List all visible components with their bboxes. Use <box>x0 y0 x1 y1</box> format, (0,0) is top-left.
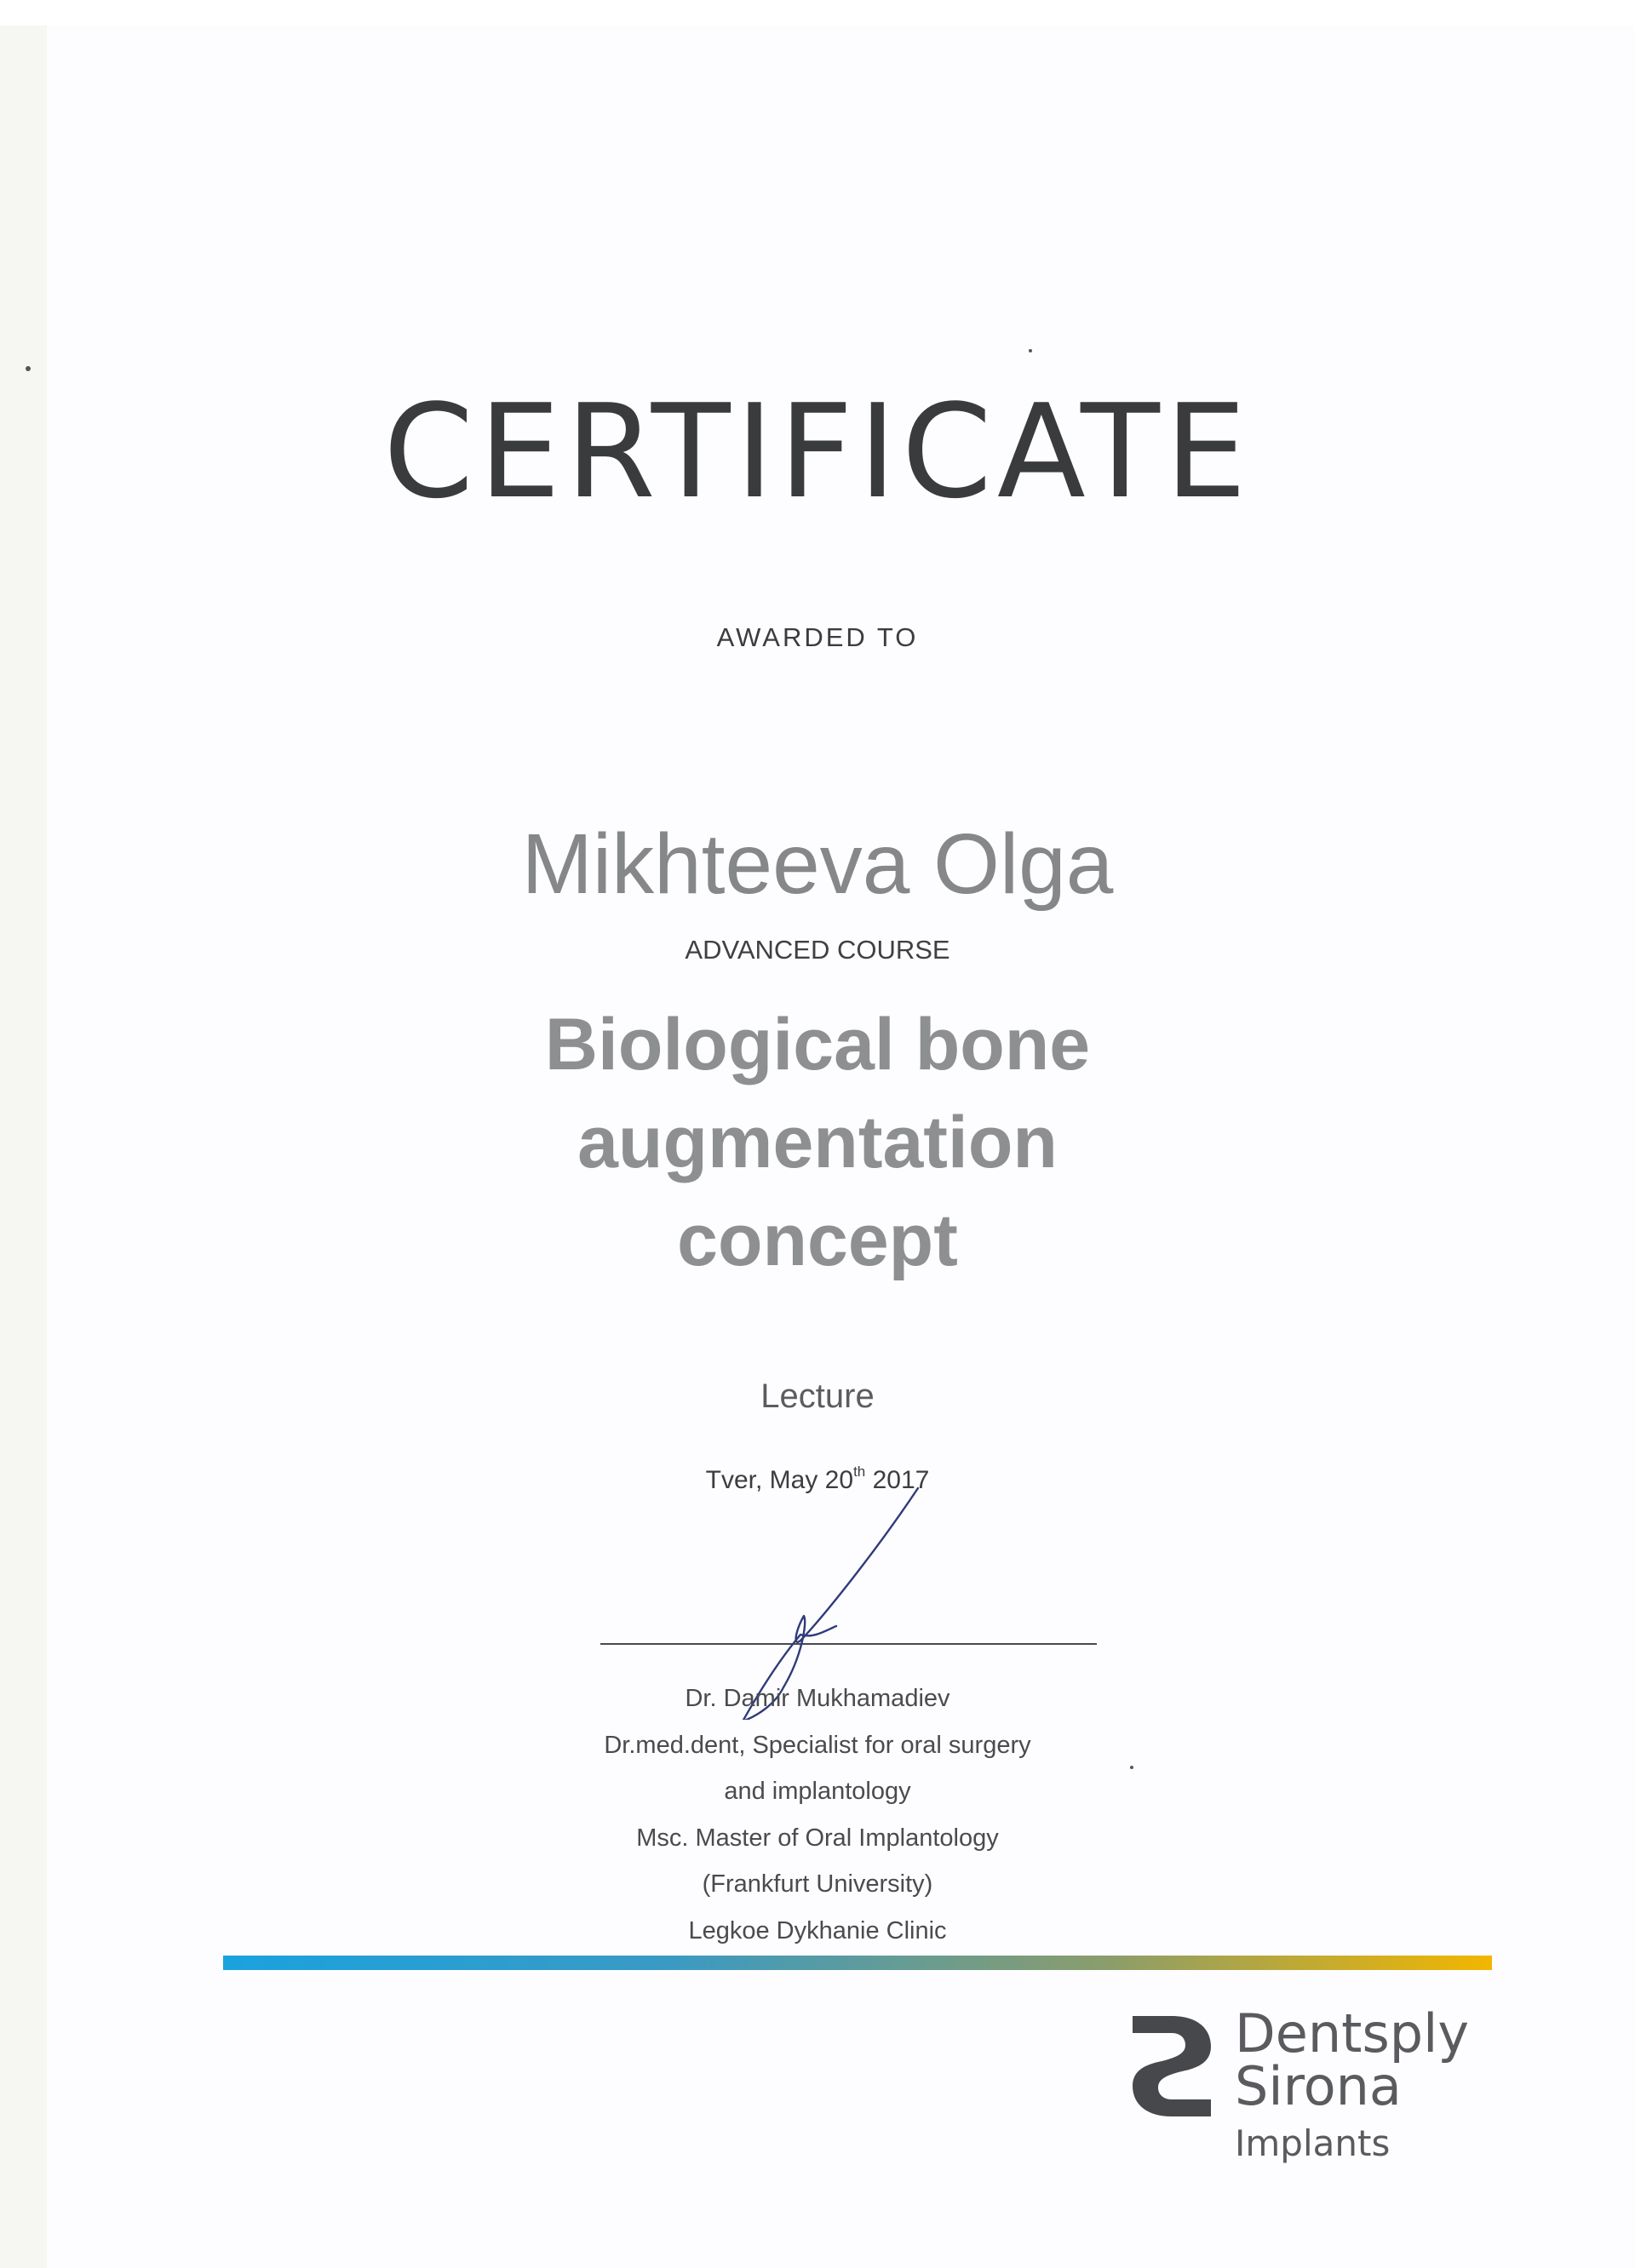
signatory-specialty: and implantology <box>724 1778 911 1805</box>
date-prefix: Tver, May 20 <box>705 1466 854 1494</box>
scan-speck <box>26 366 31 371</box>
certificate-title: CERTIFICATE <box>383 376 1252 527</box>
signatory-university: (Frankfurt University) <box>702 1870 933 1898</box>
awarded-to-label: AWARDED TO <box>716 622 919 652</box>
recipient-name: Mikhteeva Olga <box>521 816 1114 912</box>
dentsply-sirona-s-logo-icon <box>1133 2016 1211 2116</box>
signatory-master: Msc. Master of Oral Implantology <box>636 1824 999 1852</box>
course-title <box>0 996 1635 1290</box>
signatory-name: Dr. Damir Mukhamadiev <box>685 1685 950 1712</box>
brand-logo-text <box>1235 2002 1470 2166</box>
scan-speck <box>1029 349 1032 352</box>
brand-name-line-2: Sirona <box>1235 2055 1402 2117</box>
scan-speck <box>1130 1766 1133 1769</box>
course-title-line-2: augmentation <box>577 1102 1058 1183</box>
signatory-details <box>0 1675 1635 1954</box>
course-title-line-3: concept <box>677 1200 958 1281</box>
course-title-line-1: Biological bone <box>544 1004 1091 1085</box>
course-format: Lecture <box>760 1377 875 1415</box>
date-year: 2017 <box>865 1466 930 1494</box>
date-ordinal-suffix: th <box>853 1463 866 1480</box>
signatory-clinic: Legkoe Dykhanie Clinic <box>688 1916 947 1944</box>
course-level: ADVANCED COURSE <box>685 935 950 965</box>
signatory-degree: Dr.med.dent, Specialist for oral surgery <box>604 1731 1031 1759</box>
brand-color-band <box>223 1956 1492 1970</box>
brand-division: Implants <box>1235 2122 1391 2164</box>
brand-name-line-1: Dentsply <box>1235 2002 1470 2065</box>
